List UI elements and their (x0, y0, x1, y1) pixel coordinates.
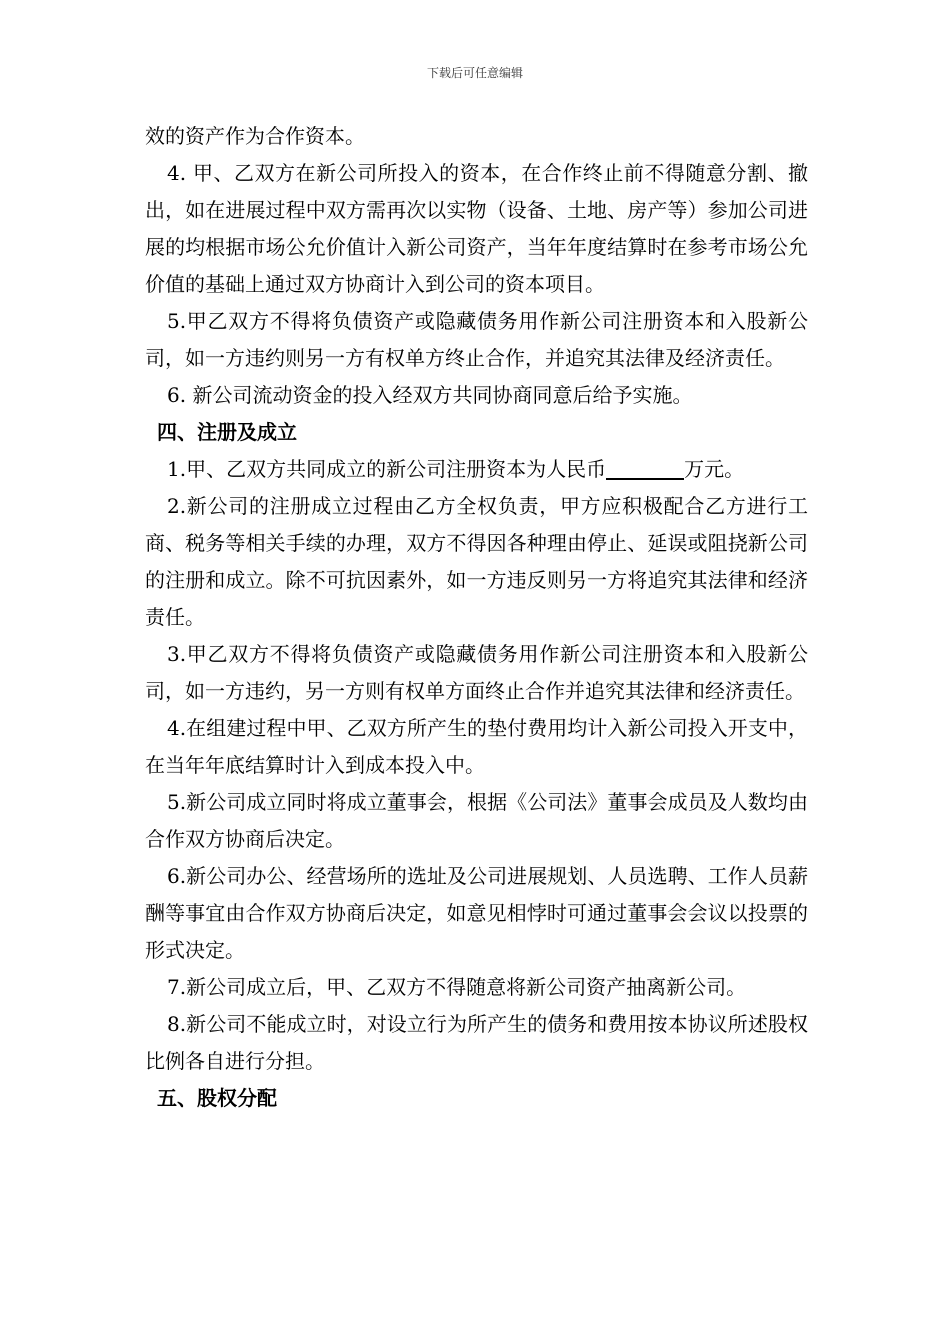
paragraph-registration-3: 3.甲乙双方不得将负债资产或隐藏债务用作新公司注册资本和入股新公司，如一方违约，另一方则有权单方面终止合作并追究其法律和经济责任。 (145, 642, 808, 703)
section-heading-equity: 五、股权分配 (157, 1086, 277, 1110)
section-heading-registration: 四、注册及成立 (157, 420, 297, 444)
paragraph-registration-8: 8.新公司不能成立时，对设立行为所产生的债务和费用按本协议所述股权比例各自进行分担。 (145, 1012, 808, 1073)
paragraph-registration-2: 2.新公司的注册成立过程由乙方全权负责，甲方应积极配合乙方进行工商、税务等相关手续的办理，双方不得因各种理由停止、延误或阻挠新公司的注册和成立。除不可抗因素外，如一方违反则另一方将追究其法律和经济责任。 (145, 494, 808, 629)
paragraph-registration-6: 6.新公司办公、经营场所的选址及公司进展规划、人员选聘、工作人员薪酬等事宜由合作双方协商后决定，如意见相悖时可通过董事会会议以投票的形式决定。 (145, 864, 808, 962)
document-body (145, 118, 808, 1117)
paragraph-clause-6: 6. 新公司流动资金的投入经双方共同协商同意后给予实施。 (167, 383, 693, 407)
paragraph-capital-continued: 效的资产作为合作资本。 (145, 124, 365, 148)
paragraph-clause-4: 4. 甲、乙双方在新公司所投入的资本，在合作终止前不得随意分割、撤出，如在进展过程中双方需再次以实物（设备、土地、房产等）参加公司进展的均根据市场公允价值计入新公司资产，当年年度结算时在参考市场公允价值的基础上通过双方协商计入到公司的资本项目。 (145, 161, 808, 296)
registration-1-unit: 万元。 (684, 457, 745, 481)
paragraph-registration-7: 7.新公司成立后，甲、乙双方不得随意将新公司资产抽离新公司。 (167, 975, 747, 999)
registered-capital-blank (606, 456, 684, 480)
paragraph-registration-1 (145, 451, 808, 488)
page-header: 下载后可任意编辑 (426, 66, 523, 80)
registration-1-text: 1.甲、乙双方共同成立的新公司注册资本为人民币 (167, 457, 607, 481)
paragraph-registration-4: 4.在组建过程中甲、乙双方所产生的垫付费用均计入新公司投入开支中，在当年年底结算时计入到成本投入中。 (145, 716, 808, 777)
paragraph-clause-5: 5.甲乙双方不得将负债资产或隐藏债务用作新公司注册资本和入股新公司，如一方违约则另一方有权单方终止合作，并追究其法律及经济责任。 (145, 309, 808, 370)
paragraph-registration-5: 5.新公司成立同时将成立董事会，根据《公司法》董事会成员及人数均由合作双方协商后决定。 (145, 790, 808, 851)
